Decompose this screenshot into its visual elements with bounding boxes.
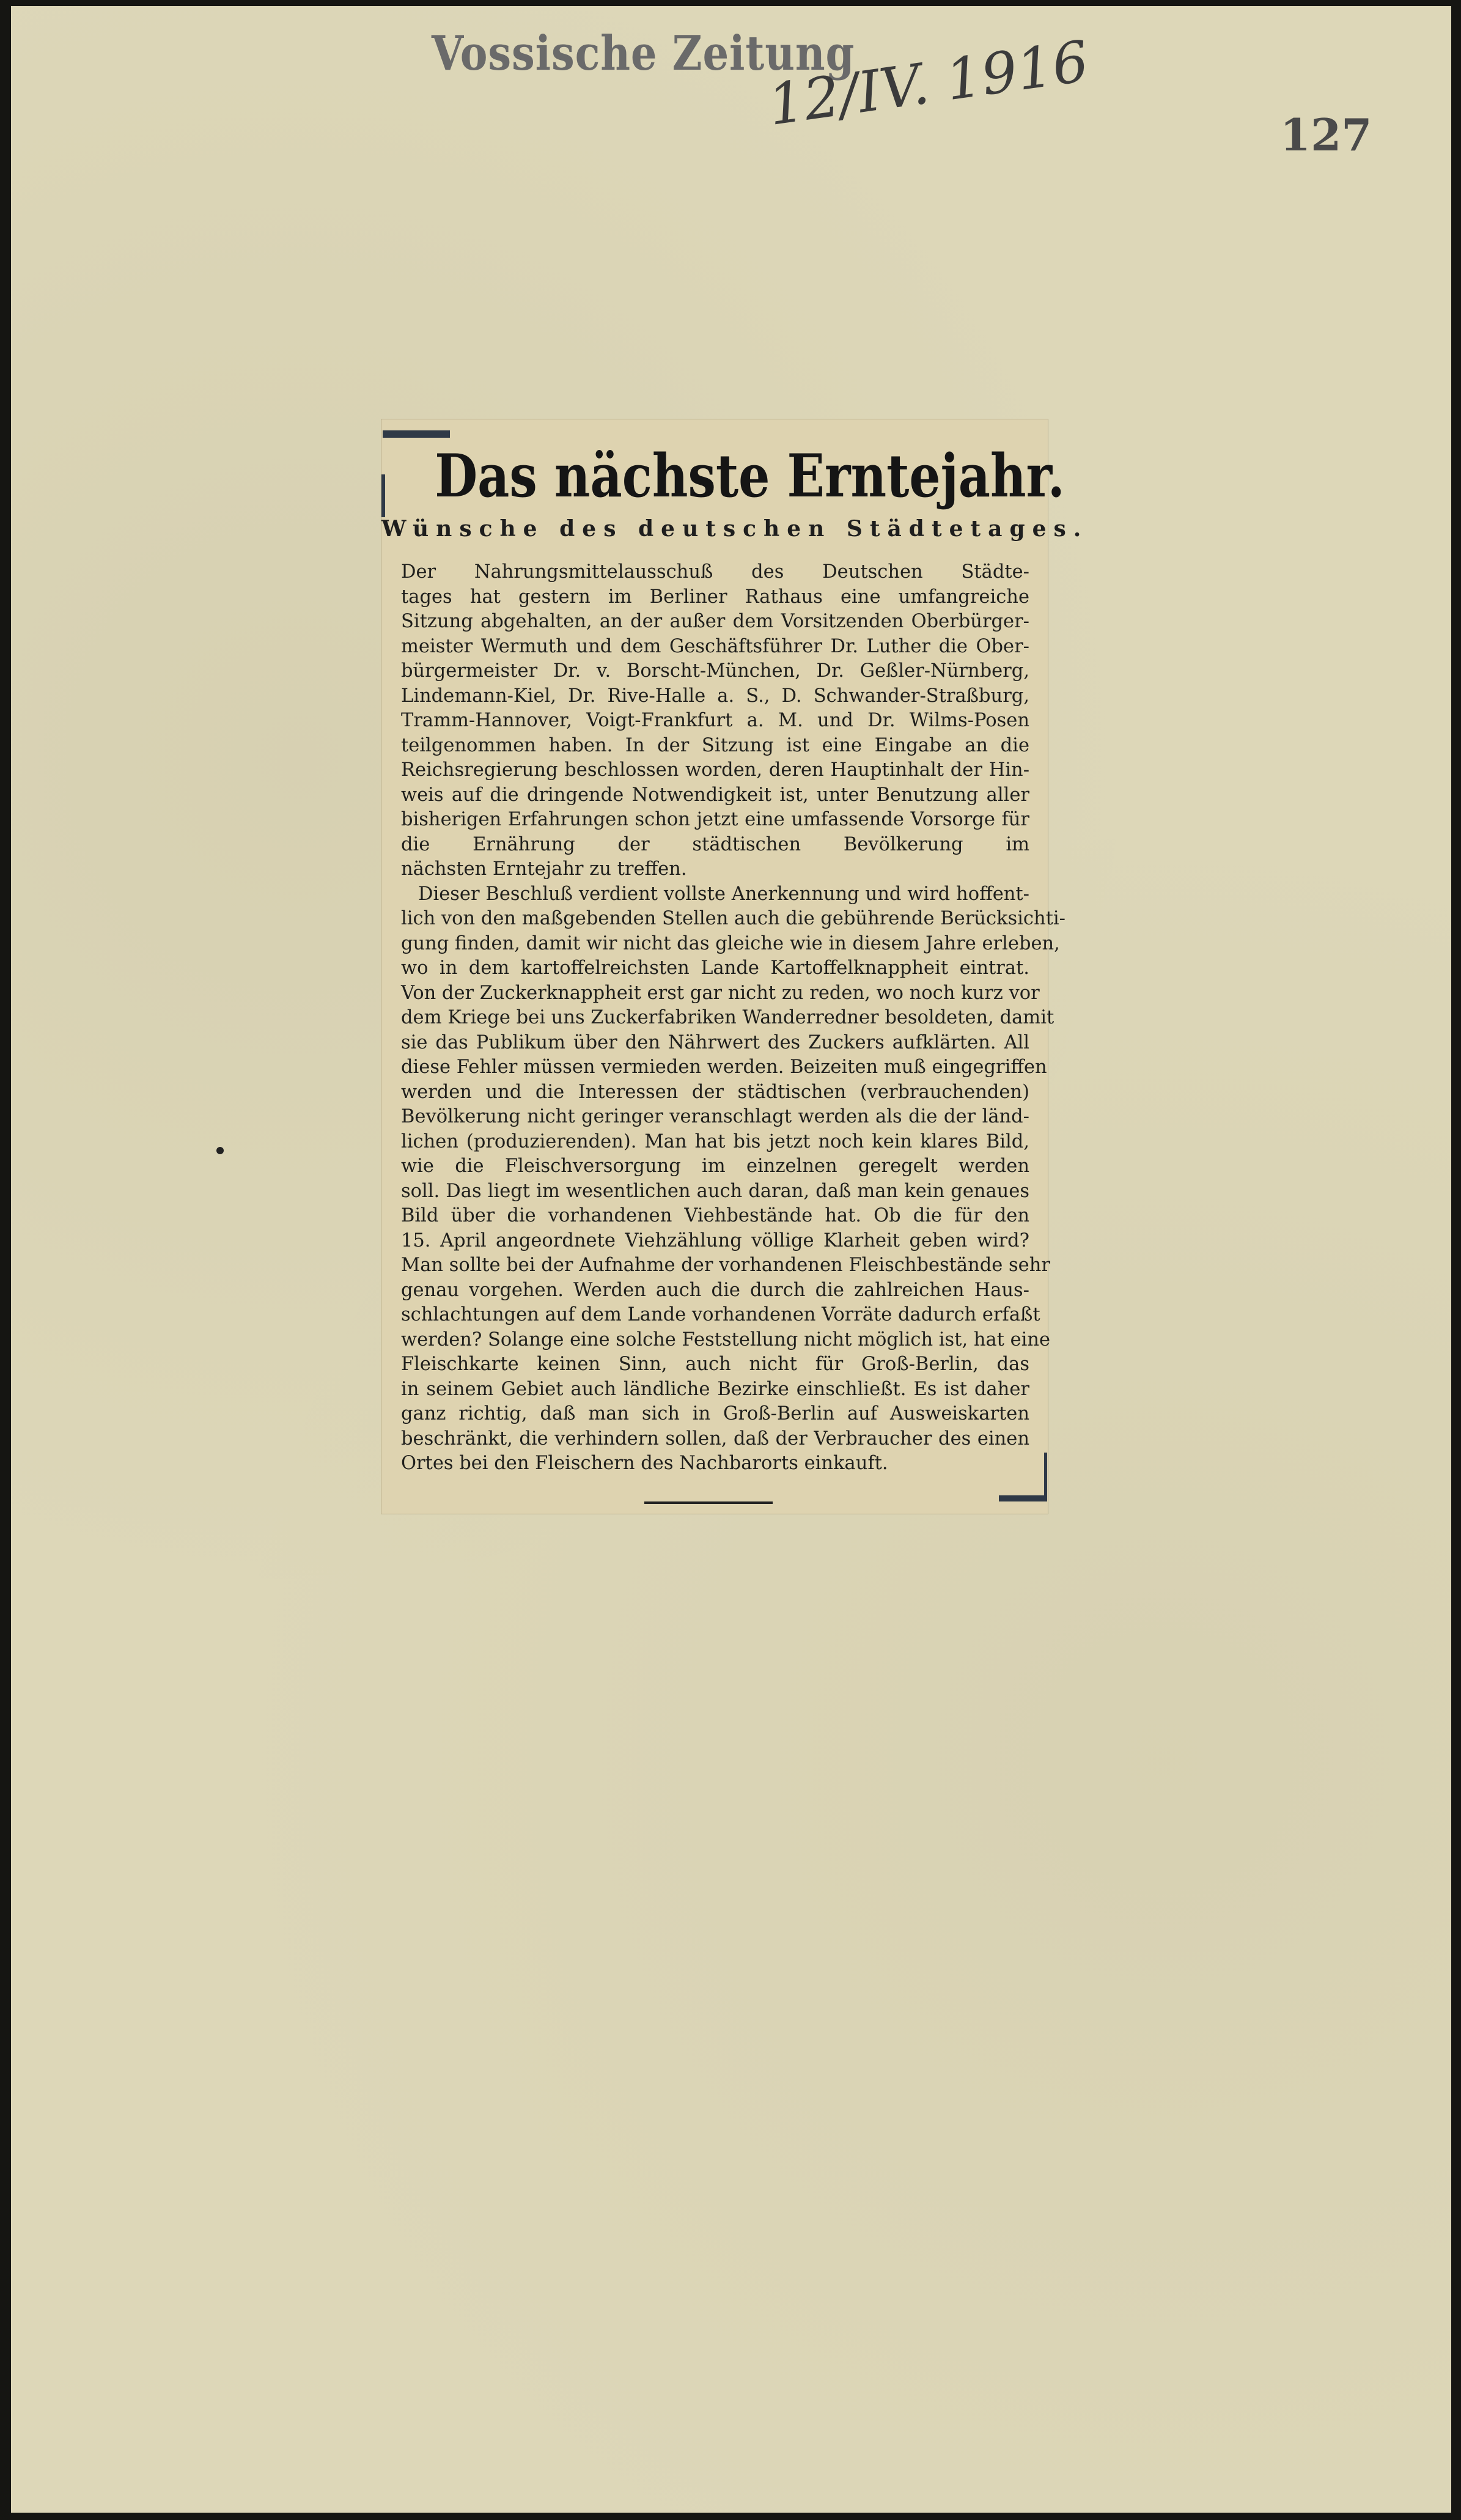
article-line: die Ernährung der städtischen Bevölkerung im — [401, 833, 1029, 855]
ink-dot — [216, 1147, 224, 1154]
article-line: dem Kriege bei uns Zuckerfabriken Wanderredner besoldeten, damit — [401, 1007, 1054, 1028]
article-line: Bevölkerung nicht geringer veranschlagt werden als die der länd- — [401, 1106, 1029, 1127]
article-line: 15. April angeordnete Viehzählung völlige Klarheit geben wird? — [401, 1229, 1029, 1251]
article-line: gung finden, damit wir nicht das gleiche wie in diesem Jahre erleben, — [401, 932, 1060, 954]
article-headline: Das nächste Erntejahr. — [435, 441, 1065, 510]
archive-sheet — [11, 6, 1451, 2513]
article-line: weis auf die dringende Notwendigkeit ist, unter Benutzung aller — [401, 784, 1029, 806]
article-line: wo in dem kartoffelreichsten Lande Kartoffelknappheit eintrat. — [401, 957, 1029, 979]
article-line: beschränkt, die verhindern sollen, daß der Verbraucher des einen — [401, 1428, 1029, 1450]
article-line: ganz richtig, daß man sich in Groß-Berlin auf Ausweiskarten — [401, 1403, 1029, 1424]
article-line: soll. Das liegt im wesentlichen auch daran, daß man kein genaues — [401, 1180, 1029, 1202]
article-line: diese Fehler müssen vermieden werden. Beizeiten muß eingegriffen — [401, 1056, 1047, 1078]
ink-mark-bottom-right — [999, 1495, 1045, 1501]
newspaper-clipping — [381, 419, 1089, 1514]
article-line: Reichsregierung beschlossen worden, deren Hauptinhalt der Hin- — [401, 759, 1029, 781]
article-line: Bild über die vorhandenen Viehbestände hat. Ob die für den — [401, 1205, 1029, 1226]
article-line: Von der Zuckerknappheit erst gar nicht zu reden, wo noch kurz vor — [401, 982, 1040, 1004]
article-line: genau vorgehen. Werden auch die durch die zahlreichen Haus- — [401, 1279, 1029, 1301]
article-line: schlachtungen auf dem Lande vorhandenen Vorräte dadurch erfaßt — [401, 1304, 1040, 1325]
article-line: bisherigen Erfahrungen schon jetzt eine umfassende Vorsorge für — [401, 809, 1029, 830]
article-line: Sitzung abgehalten, an der außer dem Vorsitzenden Oberbürger- — [401, 611, 1029, 632]
article-line: teilgenommen haben. In der Sitzung ist eine Eingabe an die — [401, 734, 1029, 756]
article-line: bürgermeister Dr. v. Borscht-München, Dr. Geßler-Nürnberg, — [401, 660, 1029, 682]
article-subheadline: Wünsche des deutschen Städtetages. — [381, 516, 1089, 542]
article-line: Der Nahrungsmittelausschuß des Deutschen Städte- — [401, 561, 1029, 583]
ink-mark-top-left — [383, 430, 450, 438]
end-rule — [644, 1501, 773, 1504]
article-line: wie die Fleischversorgung im einzelnen geregelt werden — [401, 1155, 1029, 1177]
article-line: Tramm-Hannover, Voigt-Frankfurt a. M. und Dr. Wilms-Posen — [401, 710, 1029, 731]
article-line: Fleischkarte keinen Sinn, auch nicht für Groß-Berlin, das — [401, 1354, 1029, 1375]
article-line: Dieser Beschluß verdient vollste Anerkennung und wird hoffent- — [418, 883, 1029, 905]
article-line: lich von den maßgebenden Stellen auch die gebührende Berücksichti- — [401, 908, 1065, 929]
article-line: Lindemann-Kiel, Dr. Rive-Halle a. S., D. Schwander-Straßburg, — [401, 685, 1029, 707]
article-line: nächsten Erntejahr zu treffen. — [401, 858, 687, 880]
ink-mark-right — [1044, 1453, 1047, 1501]
ink-mark-left — [381, 474, 385, 517]
article-line: werden? Solange eine solche Feststellung nicht möglich ist, hat eine — [401, 1328, 1051, 1350]
article-line: Ortes bei den Fleischern des Nachbarorts einkauft. — [401, 1453, 888, 1474]
article-line: tages hat gestern im Berliner Rathaus eine umfangreiche — [401, 586, 1029, 608]
article-body — [401, 560, 1065, 1476]
handwritten-date: 12/IV. 1916 — [764, 28, 1093, 138]
article-line: Man sollte bei der Aufnahme der vorhandenen Fleischbestände sehr — [401, 1254, 1050, 1276]
article-line: sie das Publikum über den Nährwert des Zuckers aufklärten. All — [401, 1031, 1029, 1053]
article-line: werden und die Interessen der städtischen (verbrauchenden) — [401, 1081, 1029, 1103]
page-number: 127 — [1280, 109, 1372, 161]
article-line: meister Wermuth und dem Geschäftsführer Dr. Luther die Ober- — [401, 635, 1029, 657]
newspaper-stamp: Vossische Zeitung — [432, 26, 855, 81]
article-line: in seinem Gebiet auch ländliche Bezirke einschließt. Es ist daher — [401, 1378, 1029, 1400]
article-line: lichen (produzierenden). Man hat bis jetzt noch kein klares Bild, — [401, 1130, 1029, 1152]
